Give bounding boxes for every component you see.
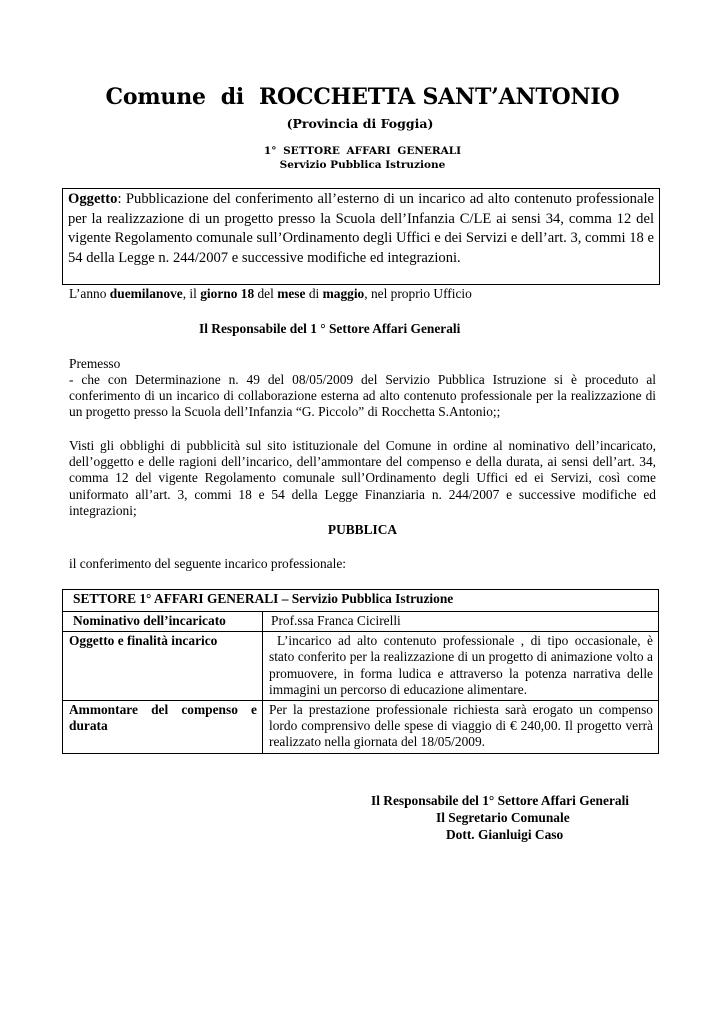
intro-p5: , nel proprio Ufficio	[364, 286, 472, 301]
service-heading: Servizio Pubblica Istruzione	[279, 159, 446, 171]
row-label-nominativo: Nominativo dell’incaricato	[63, 612, 263, 632]
incarico-table	[62, 589, 659, 754]
intro-month-label: mese	[277, 286, 306, 301]
premesso-label: Premesso	[69, 356, 121, 371]
signature-line-1: Il Responsabile del 1° Settore Affari Generali	[371, 793, 630, 808]
row-label-ammontare: Ammontare del compenso e durata	[63, 701, 263, 754]
sector-heading: 1° SETTORE AFFARI GENERALI	[263, 145, 462, 157]
signature-line-2: Il Segretario Comunale	[436, 810, 570, 825]
signature-line-3: Dott. Gianluigi Caso	[446, 827, 564, 842]
province-subtitle: (Provincia di Foggia)	[286, 116, 434, 131]
table-row	[63, 701, 659, 754]
oggetto-box	[62, 188, 660, 285]
table-header: SETTORE 1° AFFARI GENERALI – Servizio Pubblica Istruzione	[63, 590, 659, 612]
intro-p3: del	[254, 286, 278, 301]
visti-paragraph: Visti gli obblighi di pubblicità sul sito istituzionale del Comune in ordine al nominativo dell’incaricato, dell’oggetto e delle ragioni dell’incarico, dell’ammontare del compenso e della durata, ai sensi dell’art. 34, comma 12 del vigente Regolamento comunale sull’Ordinamento degli Uffici ed ei Servizi, così come uniformato all’art. 3, commi 18 e 54 della Legge Finanziaria n. 244/2007 e successive modifiche ed integrazioni;	[69, 438, 656, 518]
conferimento-line: il conferimento del seguente incarico professionale:	[69, 556, 347, 571]
row-value-oggetto: L’incarico ad alto contenuto professionale , di tipo occasionale, è stato conferito per la realizzazione di un progetto di animazione volto a promuovere, in forma ludica e attraverso la potenza narrativa delle immagini un percorso di educazione alimentare.	[263, 632, 659, 701]
table-row	[63, 612, 659, 632]
oggetto-text: : Pubblicazione del conferimento all’esterno di un incarico ad alto contenuto professionale per la realizzazione di un progetto presso la Scuola dell’Infanzia C/LE ai sensi 34, comma 12 del vigente Regolamento comunale sull’Ordinamento degli Uffici e dei Servizi e dell’art. 3, commi 18 e 54 della Legge n. 244/2007 e successive modifiche ed integrazioni.	[68, 191, 654, 266]
table-row	[63, 632, 659, 701]
intro-line	[69, 286, 472, 302]
premesso-text: - che con Determinazione n. 49 del 08/05/2009 del Servizio Pubblica Istruzione si è proceduto al conferimento di un incarico di collaborazione esterna ad alto contenuto professionale per la realizzazione di un progetto presso la Scuola dell’Infanzia “G. Piccolo” di Rocchetta S.Antonio;;	[69, 372, 656, 420]
pubblica-heading: PUBBLICA	[327, 522, 398, 537]
intro-p4: di	[305, 286, 323, 301]
row-value-nominativo: Prof.ssa Franca Cicirelli	[263, 612, 659, 632]
document-title: Comune di ROCCHETTA SANT’ANTONIO	[105, 84, 620, 110]
intro-p2: , il	[182, 286, 201, 301]
oggetto-label: Oggetto	[68, 191, 118, 207]
row-label-oggetto: Oggetto e finalità incarico	[63, 632, 263, 701]
table-header-row	[63, 590, 659, 612]
intro-year: duemilanove	[109, 286, 183, 301]
intro-day: giorno 18	[200, 286, 255, 301]
intro-p1: L’anno	[69, 286, 110, 301]
intro-month: maggio	[322, 286, 365, 301]
row-value-ammontare: Per la prestazione professionale richiesta sarà erogato un compenso lordo comprensivo delle spese di viaggio di € 240,00. Il progetto verrà realizzato nella giornata del 18/05/2009.	[263, 701, 659, 754]
responsabile-heading: Il Responsabile del 1 ° Settore Affari Generali	[199, 321, 461, 336]
